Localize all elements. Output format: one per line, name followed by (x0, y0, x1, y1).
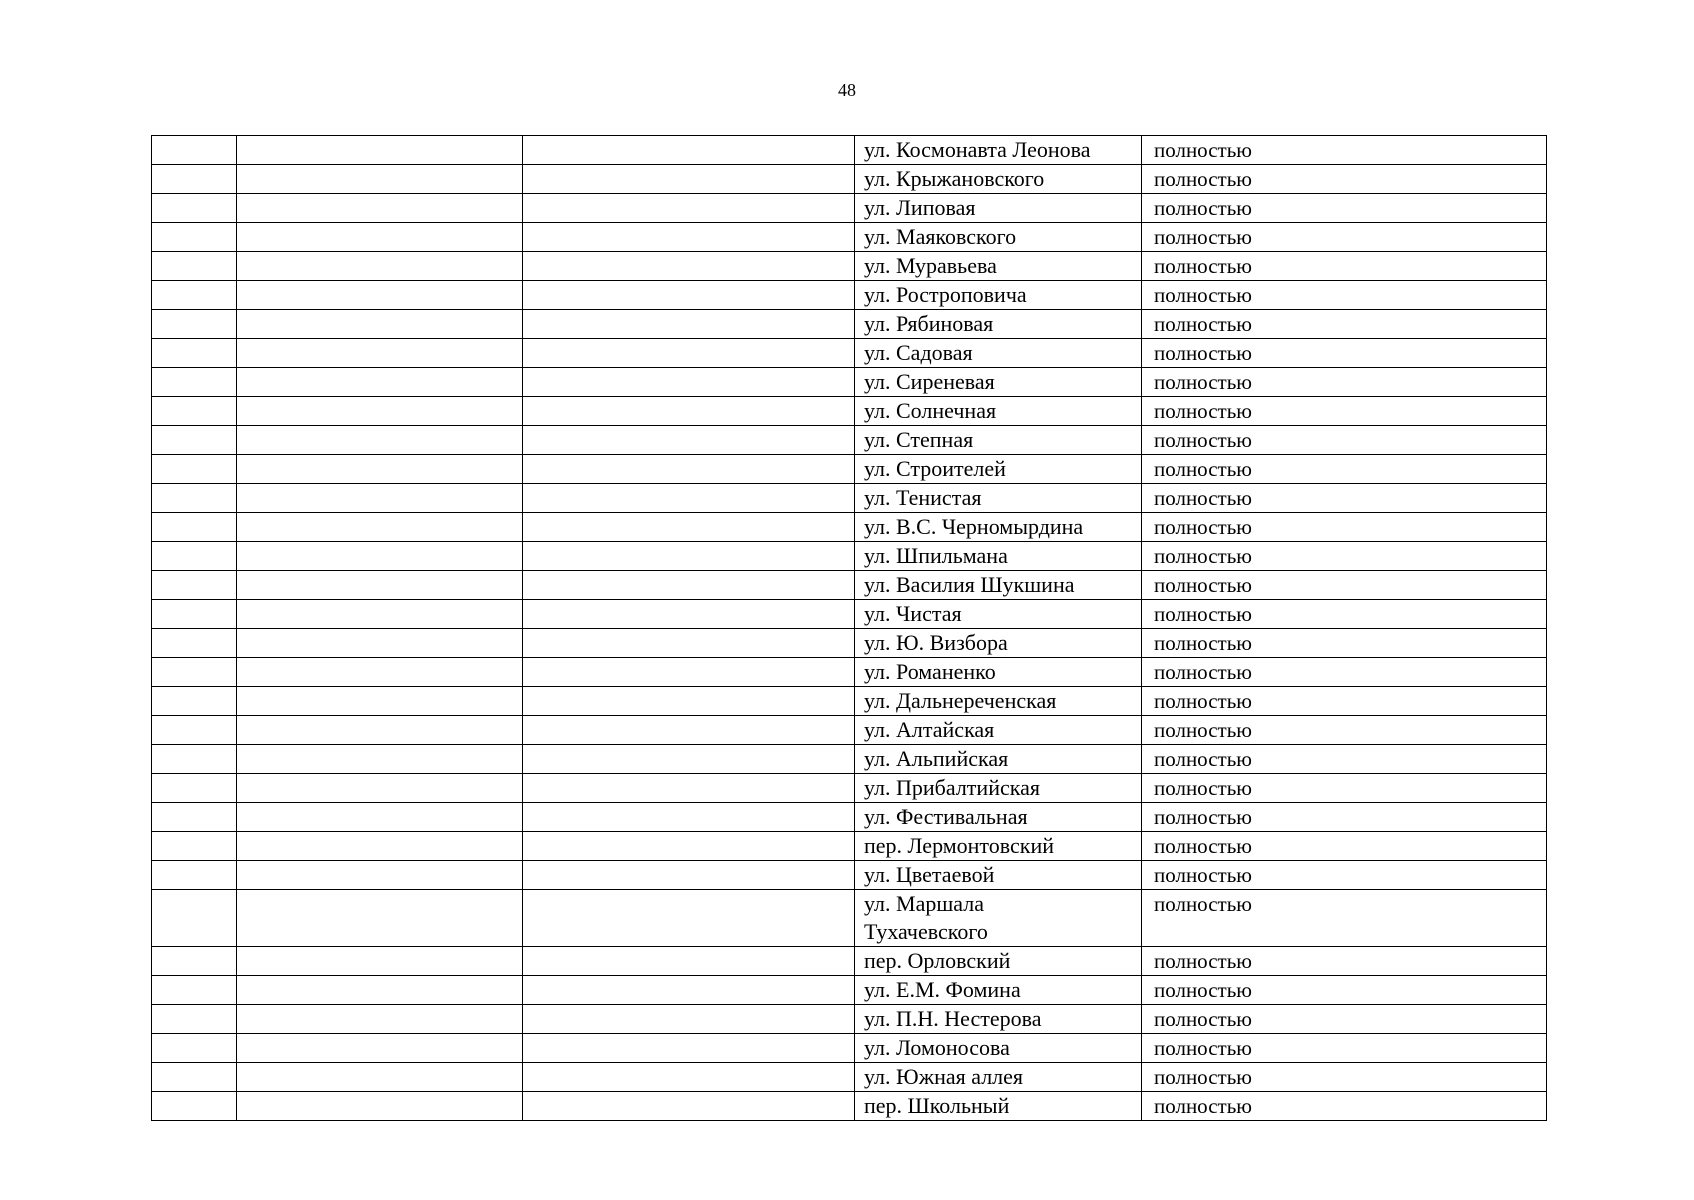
empty-cell (237, 745, 523, 774)
empty-cell (152, 745, 237, 774)
street-name-cell: ул. Космонавта Леонова (855, 136, 1142, 165)
empty-cell (523, 281, 855, 310)
extent-cell: полностью (1142, 397, 1547, 426)
table-row (152, 368, 1547, 397)
empty-cell (152, 194, 237, 223)
empty-cell (152, 484, 237, 513)
street-name-cell: ул. Чистая (855, 600, 1142, 629)
table-row (152, 136, 1547, 165)
extent-cell: полностью (1142, 1005, 1547, 1034)
extent-cell: полностью (1142, 774, 1547, 803)
empty-cell (152, 571, 237, 600)
empty-cell (237, 194, 523, 223)
street-name-cell: ул. Алтайская (855, 716, 1142, 745)
empty-cell (152, 803, 237, 832)
empty-cell (237, 455, 523, 484)
street-name-cell: ул. Липовая (855, 194, 1142, 223)
empty-cell (523, 600, 855, 629)
empty-cell (523, 542, 855, 571)
table-row (152, 803, 1547, 832)
empty-cell (237, 542, 523, 571)
empty-cell (523, 629, 855, 658)
street-name-cell: ул. Фестивальная (855, 803, 1142, 832)
empty-cell (152, 223, 237, 252)
extent-cell: полностью (1142, 890, 1547, 947)
table-row (152, 339, 1547, 368)
empty-cell (237, 339, 523, 368)
table-row (152, 252, 1547, 281)
table-row (152, 484, 1547, 513)
empty-cell (523, 1063, 855, 1092)
empty-cell (152, 947, 237, 976)
table-row (152, 426, 1547, 455)
empty-cell (237, 484, 523, 513)
empty-cell (523, 194, 855, 223)
empty-cell (523, 513, 855, 542)
table-row (152, 832, 1547, 861)
empty-cell (152, 339, 237, 368)
table-row (152, 397, 1547, 426)
street-name-cell: ул. Строителей (855, 455, 1142, 484)
extent-cell: полностью (1142, 281, 1547, 310)
extent-cell: полностью (1142, 687, 1547, 716)
table-row (152, 1092, 1547, 1121)
empty-cell (152, 426, 237, 455)
empty-cell (152, 1063, 237, 1092)
table-row (152, 976, 1547, 1005)
empty-cell (523, 484, 855, 513)
street-name-cell: ул. Крыжановского (855, 165, 1142, 194)
empty-cell (523, 745, 855, 774)
table-row (152, 223, 1547, 252)
empty-cell (523, 397, 855, 426)
street-name-cell: ул. В.С. Черномырдина (855, 513, 1142, 542)
table-row (152, 513, 1547, 542)
street-name-cell: ул. Маршала Тухачевского (855, 890, 1142, 947)
empty-cell (523, 223, 855, 252)
empty-cell (152, 136, 237, 165)
street-name-cell: ул. Цветаевой (855, 861, 1142, 890)
empty-cell (237, 600, 523, 629)
empty-cell (152, 310, 237, 339)
empty-cell (152, 976, 237, 1005)
extent-cell: полностью (1142, 252, 1547, 281)
extent-cell: полностью (1142, 1092, 1547, 1121)
extent-cell: полностью (1142, 976, 1547, 1005)
extent-cell: полностью (1142, 832, 1547, 861)
table-row (152, 1034, 1547, 1063)
empty-cell (152, 716, 237, 745)
street-name-cell: ул. Е.М. Фомина (855, 976, 1142, 1005)
street-name-cell: ул. Сиреневая (855, 368, 1142, 397)
extent-cell: полностью (1142, 803, 1547, 832)
empty-cell (237, 281, 523, 310)
empty-cell (237, 223, 523, 252)
table-row (152, 745, 1547, 774)
street-name-cell: ул. Ростроповича (855, 281, 1142, 310)
street-name-cell: ул. Прибалтийская (855, 774, 1142, 803)
extent-cell: полностью (1142, 426, 1547, 455)
extent-cell: полностью (1142, 542, 1547, 571)
empty-cell (152, 774, 237, 803)
street-name-cell: ул. Ю. Визбора (855, 629, 1142, 658)
table-row (152, 571, 1547, 600)
extent-cell: полностью (1142, 165, 1547, 194)
table-row (152, 1005, 1547, 1034)
empty-cell (523, 774, 855, 803)
extent-cell: полностью (1142, 339, 1547, 368)
empty-cell (237, 426, 523, 455)
empty-cell (237, 1063, 523, 1092)
street-name-cell: ул. Альпийская (855, 745, 1142, 774)
empty-cell (152, 658, 237, 687)
table-row (152, 455, 1547, 484)
street-name-cell: ул. Южная аллея (855, 1063, 1142, 1092)
extent-cell: полностью (1142, 1034, 1547, 1063)
extent-cell: полностью (1142, 947, 1547, 976)
empty-cell (152, 629, 237, 658)
street-name-cell: ул. Василия Шукшина (855, 571, 1142, 600)
extent-cell: полностью (1142, 194, 1547, 223)
table-row (152, 947, 1547, 976)
empty-cell (523, 455, 855, 484)
street-name-cell: ул. Садовая (855, 339, 1142, 368)
table-row (152, 658, 1547, 687)
empty-cell (237, 136, 523, 165)
table-row (152, 861, 1547, 890)
table-row (152, 1063, 1547, 1092)
empty-cell (237, 571, 523, 600)
empty-cell (237, 397, 523, 426)
empty-cell (152, 861, 237, 890)
street-name-cell: пер. Лермонтовский (855, 832, 1142, 861)
empty-cell (237, 165, 523, 194)
empty-cell (237, 513, 523, 542)
empty-cell (523, 368, 855, 397)
empty-cell (237, 1005, 523, 1034)
extent-cell: полностью (1142, 745, 1547, 774)
empty-cell (523, 165, 855, 194)
empty-cell (523, 658, 855, 687)
extent-cell: полностью (1142, 658, 1547, 687)
street-name-cell: ул. Дальнереченская (855, 687, 1142, 716)
street-name-cell: ул. Маяковского (855, 223, 1142, 252)
empty-cell (237, 629, 523, 658)
street-name-cell: ул. Романенко (855, 658, 1142, 687)
empty-cell (237, 890, 523, 947)
extent-cell: полностью (1142, 600, 1547, 629)
empty-cell (237, 252, 523, 281)
empty-cell (152, 455, 237, 484)
empty-cell (237, 803, 523, 832)
empty-cell (152, 1092, 237, 1121)
table-row (152, 194, 1547, 223)
street-name-cell: пер. Орловский (855, 947, 1142, 976)
empty-cell (152, 165, 237, 194)
empty-cell (523, 252, 855, 281)
empty-cell (523, 890, 855, 947)
empty-cell (152, 513, 237, 542)
empty-cell (523, 1034, 855, 1063)
empty-cell (152, 281, 237, 310)
empty-cell (237, 832, 523, 861)
empty-cell (237, 310, 523, 339)
extent-cell: полностью (1142, 513, 1547, 542)
extent-cell: полностью (1142, 310, 1547, 339)
extent-cell: полностью (1142, 629, 1547, 658)
empty-cell (152, 687, 237, 716)
empty-cell (152, 1005, 237, 1034)
street-name-cell: ул. Ломоносова (855, 1034, 1142, 1063)
table-row (152, 629, 1547, 658)
table-row (152, 281, 1547, 310)
extent-cell: полностью (1142, 136, 1547, 165)
empty-cell (152, 542, 237, 571)
empty-cell (523, 687, 855, 716)
empty-cell (523, 1005, 855, 1034)
empty-cell (237, 947, 523, 976)
extent-cell: полностью (1142, 223, 1547, 252)
street-name-cell: ул. Рябиновая (855, 310, 1142, 339)
table-row (152, 600, 1547, 629)
empty-cell (523, 1092, 855, 1121)
table-row (152, 310, 1547, 339)
street-name-cell: ул. П.Н. Нестерова (855, 1005, 1142, 1034)
extent-cell: полностью (1142, 861, 1547, 890)
empty-cell (523, 136, 855, 165)
empty-cell (523, 861, 855, 890)
extent-cell: полностью (1142, 571, 1547, 600)
empty-cell (237, 658, 523, 687)
empty-cell (237, 368, 523, 397)
extent-cell: полностью (1142, 455, 1547, 484)
empty-cell (152, 252, 237, 281)
street-name-cell: ул. Муравьева (855, 252, 1142, 281)
street-name-cell: ул. Степная (855, 426, 1142, 455)
table-row (152, 687, 1547, 716)
empty-cell (152, 368, 237, 397)
empty-cell (523, 339, 855, 368)
empty-cell (523, 803, 855, 832)
extent-cell: полностью (1142, 1063, 1547, 1092)
table-row (152, 716, 1547, 745)
empty-cell (237, 1034, 523, 1063)
empty-cell (152, 397, 237, 426)
street-name-cell: ул. Шпильмана (855, 542, 1142, 571)
empty-cell (523, 976, 855, 1005)
street-name-cell: пер. Школьный (855, 1092, 1142, 1121)
table-row (152, 542, 1547, 571)
empty-cell (523, 310, 855, 339)
empty-cell (523, 426, 855, 455)
empty-cell (152, 890, 237, 947)
empty-cell (523, 832, 855, 861)
extent-cell: полностью (1142, 716, 1547, 745)
table-row (152, 890, 1547, 947)
empty-cell (237, 687, 523, 716)
empty-cell (523, 571, 855, 600)
empty-cell (152, 1034, 237, 1063)
page-number: 48 (838, 80, 856, 100)
empty-cell (237, 861, 523, 890)
empty-cell (237, 976, 523, 1005)
empty-cell (152, 600, 237, 629)
empty-cell (523, 716, 855, 745)
extent-cell: полностью (1142, 368, 1547, 397)
street-name-cell: ул. Солнечная (855, 397, 1142, 426)
empty-cell (237, 716, 523, 745)
table-row (152, 774, 1547, 803)
empty-cell (237, 1092, 523, 1121)
empty-cell (152, 832, 237, 861)
streets-table-body (152, 136, 1547, 1121)
street-name-cell: ул. Тенистая (855, 484, 1142, 513)
streets-table (151, 135, 1547, 1121)
extent-cell: полностью (1142, 484, 1547, 513)
empty-cell (523, 947, 855, 976)
table-row (152, 165, 1547, 194)
empty-cell (237, 774, 523, 803)
